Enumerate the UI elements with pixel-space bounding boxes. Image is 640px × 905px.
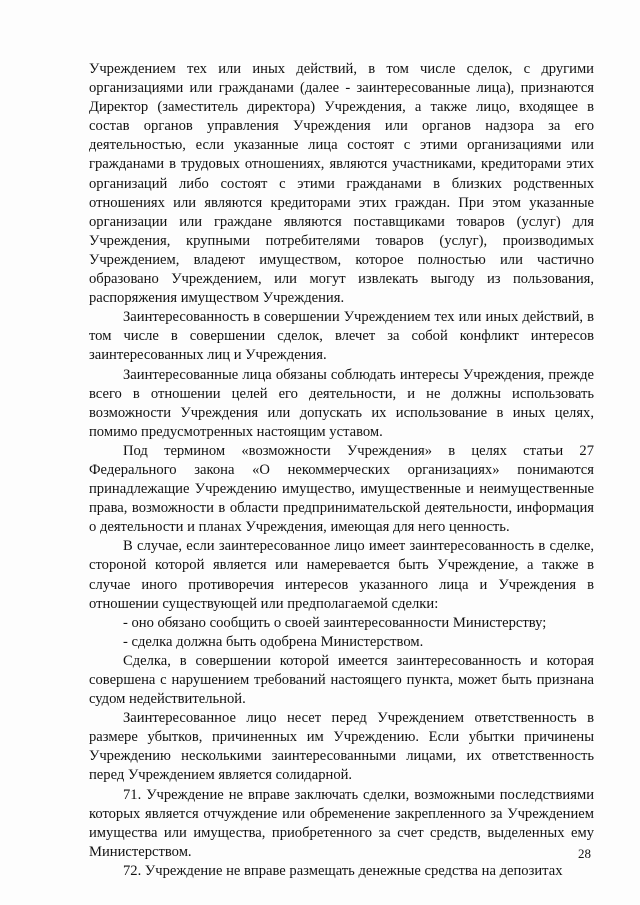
list-item-2: - сделка должна быть одобрена Министерством.	[123, 633, 424, 650]
paragraph-5: В случае, если заинтересованное лицо имеет заинтересованность в сделке, стороной которой является или намеревается быть Учреждение, а также в случае иного противоречия интересов указанного лица и Учреждения в отношении существующей или предполагаемой сделки:	[89, 538, 594, 612]
paragraph-3: Заинтересованные лица обязаны соблюдать интересы Учреждения, прежде всего в отношении целей его деятельности, и не должны использовать возможности Учреждения или допускать их использование в иных целях, помимо предусмотренных настоящим уставом.	[89, 366, 594, 440]
page-number: 28	[578, 846, 591, 861]
clause-72: 72. Учреждение не вправе размещать денежные средства на депозитах	[123, 862, 563, 879]
body-text	[89, 60, 594, 881]
list-item-1: - оно обязано сообщить о своей заинтересованности Министерству;	[123, 614, 547, 631]
paragraph-7: Заинтересованное лицо несет перед Учреждением ответственность в размере убытков, причиненных им Учреждению. Если убытки причинены Учреждению несколькими заинтересованными лицами, их ответственность перед Учреждением является солидарной.	[89, 710, 594, 784]
paragraph-1: Учреждением тех или иных действий, в том числе сделок, с другими организациями или гражданами (далее - заинтересованные лица), признаются Директор (заместитель директора) Учреждения, а также лицо, входящее в состав органов управления Учреждения или органов надзора за его деятельностью, если указанные лица состоят с этими организациями или гражданами в трудовых отношениях, являются участниками, кредиторами этих организаций либо состоят с этими гражданами в близких родственных отношениях или являются кредиторами этих граждан. При этом указанные организации или граждане являются поставщиками товаров (услуг) для Учреждения, крупными потребителями товаров (услуг), производимых Учреждением, владеют имуществом, которое полностью или частично образовано Учреждением, или могут извлекать выгоду из пользования, распоряжения имуществом Учреждения.	[89, 61, 594, 307]
clause-71: 71. Учреждение не вправе заключать сделки, возможными последствиями которых является отчуждение или обременение закрепленного за Учреждением имущества или имущества, приобретенного за счет средств, выделенных ему Министерством.	[89, 786, 594, 860]
paragraph-2: Заинтересованность в совершении Учреждением тех или иных действий, в том числе в совершении сделок, влечет за собой конфликт интересов заинтересованных лиц и Учреждения.	[89, 309, 594, 364]
paragraph-6: Сделка, в совершении которой имеется заинтересованность и которая совершена с нарушением требований настоящего пункта, может быть признана судом недействительной.	[89, 652, 594, 708]
paragraph-4: Под термином «возможности Учреждения» в целях статьи 27 Федерального закона «О некоммерческих организациях» понимаются принадлежащие Учреждению имущество, имущественные и неимущественные права, возможности в области предпринимательской деятельности, информация о деятельности и планах Учреждения, имеющая для него ценность.	[89, 442, 594, 536]
